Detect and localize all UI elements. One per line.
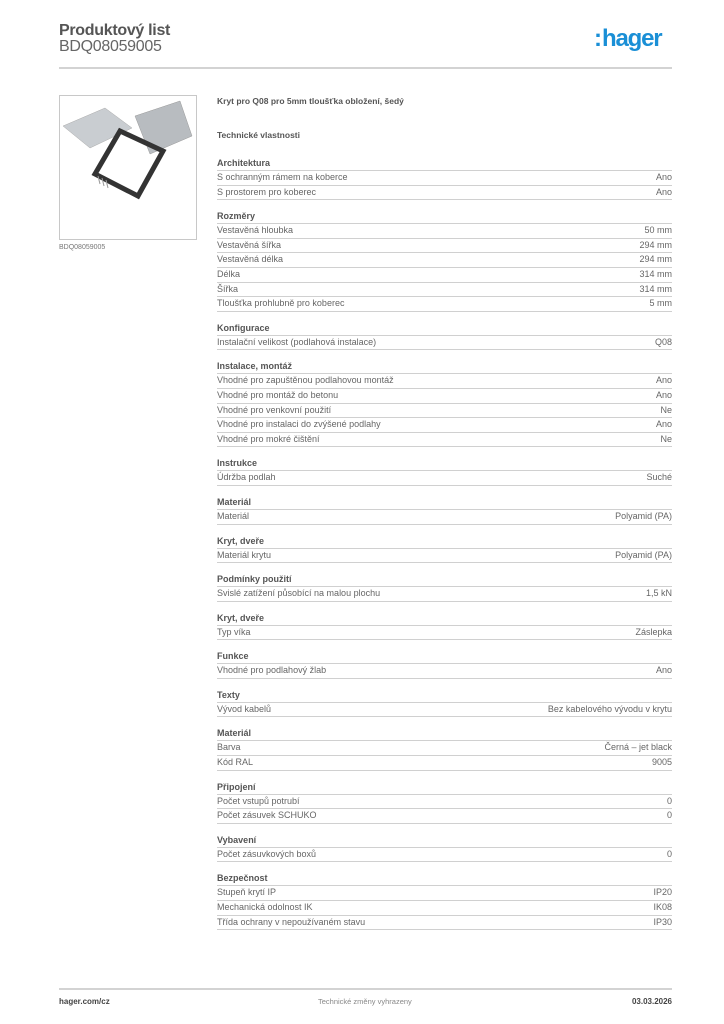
spec-value: 294 mm — [639, 254, 672, 265]
spec-group — [217, 572, 672, 602]
spec-row — [217, 549, 672, 564]
spec-label: Tloušťka prohlubně pro koberec — [217, 298, 345, 309]
spec-row — [217, 171, 672, 186]
spec-label: Svislé zatížení působící na malou plochu — [217, 588, 381, 599]
spec-value: 1,5 kN — [645, 588, 672, 599]
product-image — [59, 95, 197, 240]
spec-group — [217, 456, 672, 486]
spec-groups — [217, 156, 672, 930]
spec-label: Kód RAL — [217, 757, 254, 768]
spec-label: Údržba podlah — [217, 472, 276, 483]
spec-row — [217, 901, 672, 916]
spec-value: Suché — [646, 472, 672, 483]
group-heading: Připojení — [217, 780, 672, 795]
spec-row — [217, 253, 672, 268]
spec-label: Typ víka — [217, 626, 251, 637]
spec-row — [217, 283, 672, 298]
spec-value: 50 mm — [644, 225, 672, 236]
spec-row — [217, 848, 672, 863]
spec-label: Vestavěná hloubka — [217, 225, 294, 236]
footer-date: 03.03.2026 — [631, 997, 672, 1006]
group-heading: Vybavení — [217, 833, 672, 848]
spec-value: 294 mm — [639, 239, 672, 250]
group-heading: Texty — [217, 688, 672, 703]
footer-divider — [59, 988, 672, 990]
floor-box-cover-illustration — [60, 96, 195, 238]
spec-group — [217, 780, 672, 824]
spec-label: Materiál — [217, 510, 250, 521]
spec-label: Vestavěná délka — [217, 254, 284, 265]
spec-value: 314 mm — [639, 268, 672, 279]
spec-row — [217, 664, 672, 679]
spec-value: Bez kabelového vývodu v krytu — [547, 703, 672, 714]
product-code: BDQ08059005 — [59, 38, 162, 55]
spec-value: 9005 — [651, 757, 672, 768]
spec-label: Vývod kabelů — [217, 703, 272, 714]
spec-group — [217, 833, 672, 863]
spec-row — [217, 741, 672, 756]
header-divider — [59, 67, 672, 69]
spec-label: Barva — [217, 742, 241, 753]
spec-row — [217, 756, 672, 771]
spec-row — [217, 433, 672, 448]
spec-value: Ano — [655, 389, 672, 400]
spec-value: 0 — [666, 810, 672, 821]
product-title: Kryt pro Q08 pro 5mm tloušťka obložení, šedý — [217, 96, 404, 106]
spec-label: Vhodné pro zapuštěnou podlahovou montáž — [217, 375, 394, 386]
spec-value: IP30 — [653, 916, 672, 927]
spec-label: Vestavěná šířka — [217, 239, 282, 250]
spec-label: Šířka — [217, 283, 239, 294]
spec-group — [217, 209, 672, 312]
spec-value: Ne — [660, 404, 672, 415]
footer-note: Technické změny vyhrazeny — [318, 997, 412, 1006]
spec-value: 0 — [666, 795, 672, 806]
spec-group — [217, 321, 672, 351]
spec-label: Instalační velikost (podlahová instalace) — [217, 336, 377, 347]
spec-row — [217, 336, 672, 351]
spec-value: 314 mm — [639, 283, 672, 294]
spec-row — [217, 886, 672, 901]
spec-value: 0 — [666, 848, 672, 859]
spec-group — [217, 359, 672, 447]
group-heading: Materiál — [217, 495, 672, 510]
section-title: Technické vlastnosti — [217, 130, 300, 140]
spec-row — [217, 809, 672, 824]
spec-value: IP20 — [653, 887, 672, 898]
footer-website[interactable]: hager.com/cz — [59, 997, 110, 1006]
spec-label: Třída ochrany v nepoužívaném stavu — [217, 916, 366, 927]
spec-group — [217, 611, 672, 641]
spec-value: Ne — [660, 433, 672, 444]
spec-label: Počet vstupů potrubí — [217, 795, 300, 806]
group-heading: Rozměry — [217, 209, 672, 224]
spec-value: Záslepka — [635, 626, 672, 637]
spec-row — [217, 703, 672, 718]
spec-value: Černá – jet black — [604, 742, 672, 753]
spec-label: Stupeň krytí IP — [217, 887, 277, 898]
spec-row — [217, 471, 672, 486]
group-heading: Kryt, dveře — [217, 534, 672, 549]
spec-row — [217, 404, 672, 419]
group-heading: Kryt, dveře — [217, 611, 672, 626]
group-heading: Bezpečnost — [217, 871, 672, 886]
spec-label: Mechanická odolnost IK — [217, 902, 313, 913]
page-title: Produktový list — [59, 22, 171, 39]
spec-label: S ochranným rámem na koberce — [217, 172, 348, 182]
spec-value: 5 mm — [649, 298, 672, 309]
spec-label: Počet zásuvkových boxů — [217, 848, 317, 859]
spec-label: Materiál krytu — [217, 549, 272, 560]
spec-row — [217, 626, 672, 641]
spec-row — [217, 268, 672, 283]
group-heading: Architektura — [217, 156, 672, 171]
spec-content — [217, 96, 672, 939]
spec-value: Polyamid (PA) — [615, 510, 672, 521]
group-heading: Funkce — [217, 649, 672, 664]
spec-row — [217, 374, 672, 389]
spec-value: Ano — [655, 419, 672, 430]
spec-group — [217, 726, 672, 770]
group-heading: Konfigurace — [217, 321, 672, 336]
spec-row — [217, 186, 672, 201]
spec-row — [217, 418, 672, 433]
spec-group — [217, 534, 672, 564]
image-caption: BDQ08059005 — [59, 244, 106, 251]
spec-value: Q08 — [654, 336, 672, 347]
spec-value: IK08 — [653, 902, 672, 913]
spec-label: Vhodné pro instalaci do zvýšené podlahy — [217, 419, 381, 430]
spec-row — [217, 795, 672, 810]
spec-group — [217, 688, 672, 718]
spec-row — [217, 510, 672, 525]
spec-group — [217, 156, 672, 200]
spec-row — [217, 297, 672, 312]
group-heading: Instalace, montáž — [217, 359, 672, 374]
spec-row — [217, 389, 672, 404]
spec-label: Délka — [217, 268, 241, 279]
spec-group — [217, 871, 672, 930]
spec-label: S prostorem pro koberec — [217, 186, 317, 197]
spec-value: Ano — [655, 665, 672, 676]
spec-row — [217, 239, 672, 254]
spec-group — [217, 649, 672, 679]
spec-value: Ano — [655, 186, 672, 197]
spec-label: Počet zásuvek SCHUKO — [217, 810, 317, 821]
spec-row — [217, 916, 672, 931]
spec-label: Vhodné pro montáž do betonu — [217, 389, 339, 400]
group-heading: Podmínky použití — [217, 572, 672, 587]
spec-row — [217, 587, 672, 602]
spec-row — [217, 224, 672, 239]
spec-label: Vhodné pro mokré čištění — [217, 433, 320, 444]
hager-logo: :hager — [594, 25, 662, 52]
spec-value: Ano — [655, 375, 672, 386]
spec-group — [217, 495, 672, 525]
spec-label: Vhodné pro venkovní použití — [217, 404, 332, 415]
spec-value: Polyamid (PA) — [615, 549, 672, 560]
group-heading: Materiál — [217, 726, 672, 741]
spec-value: Ano — [655, 172, 672, 182]
spec-label: Vhodné pro podlahový žlab — [217, 665, 327, 676]
group-heading: Instrukce — [217, 456, 672, 471]
